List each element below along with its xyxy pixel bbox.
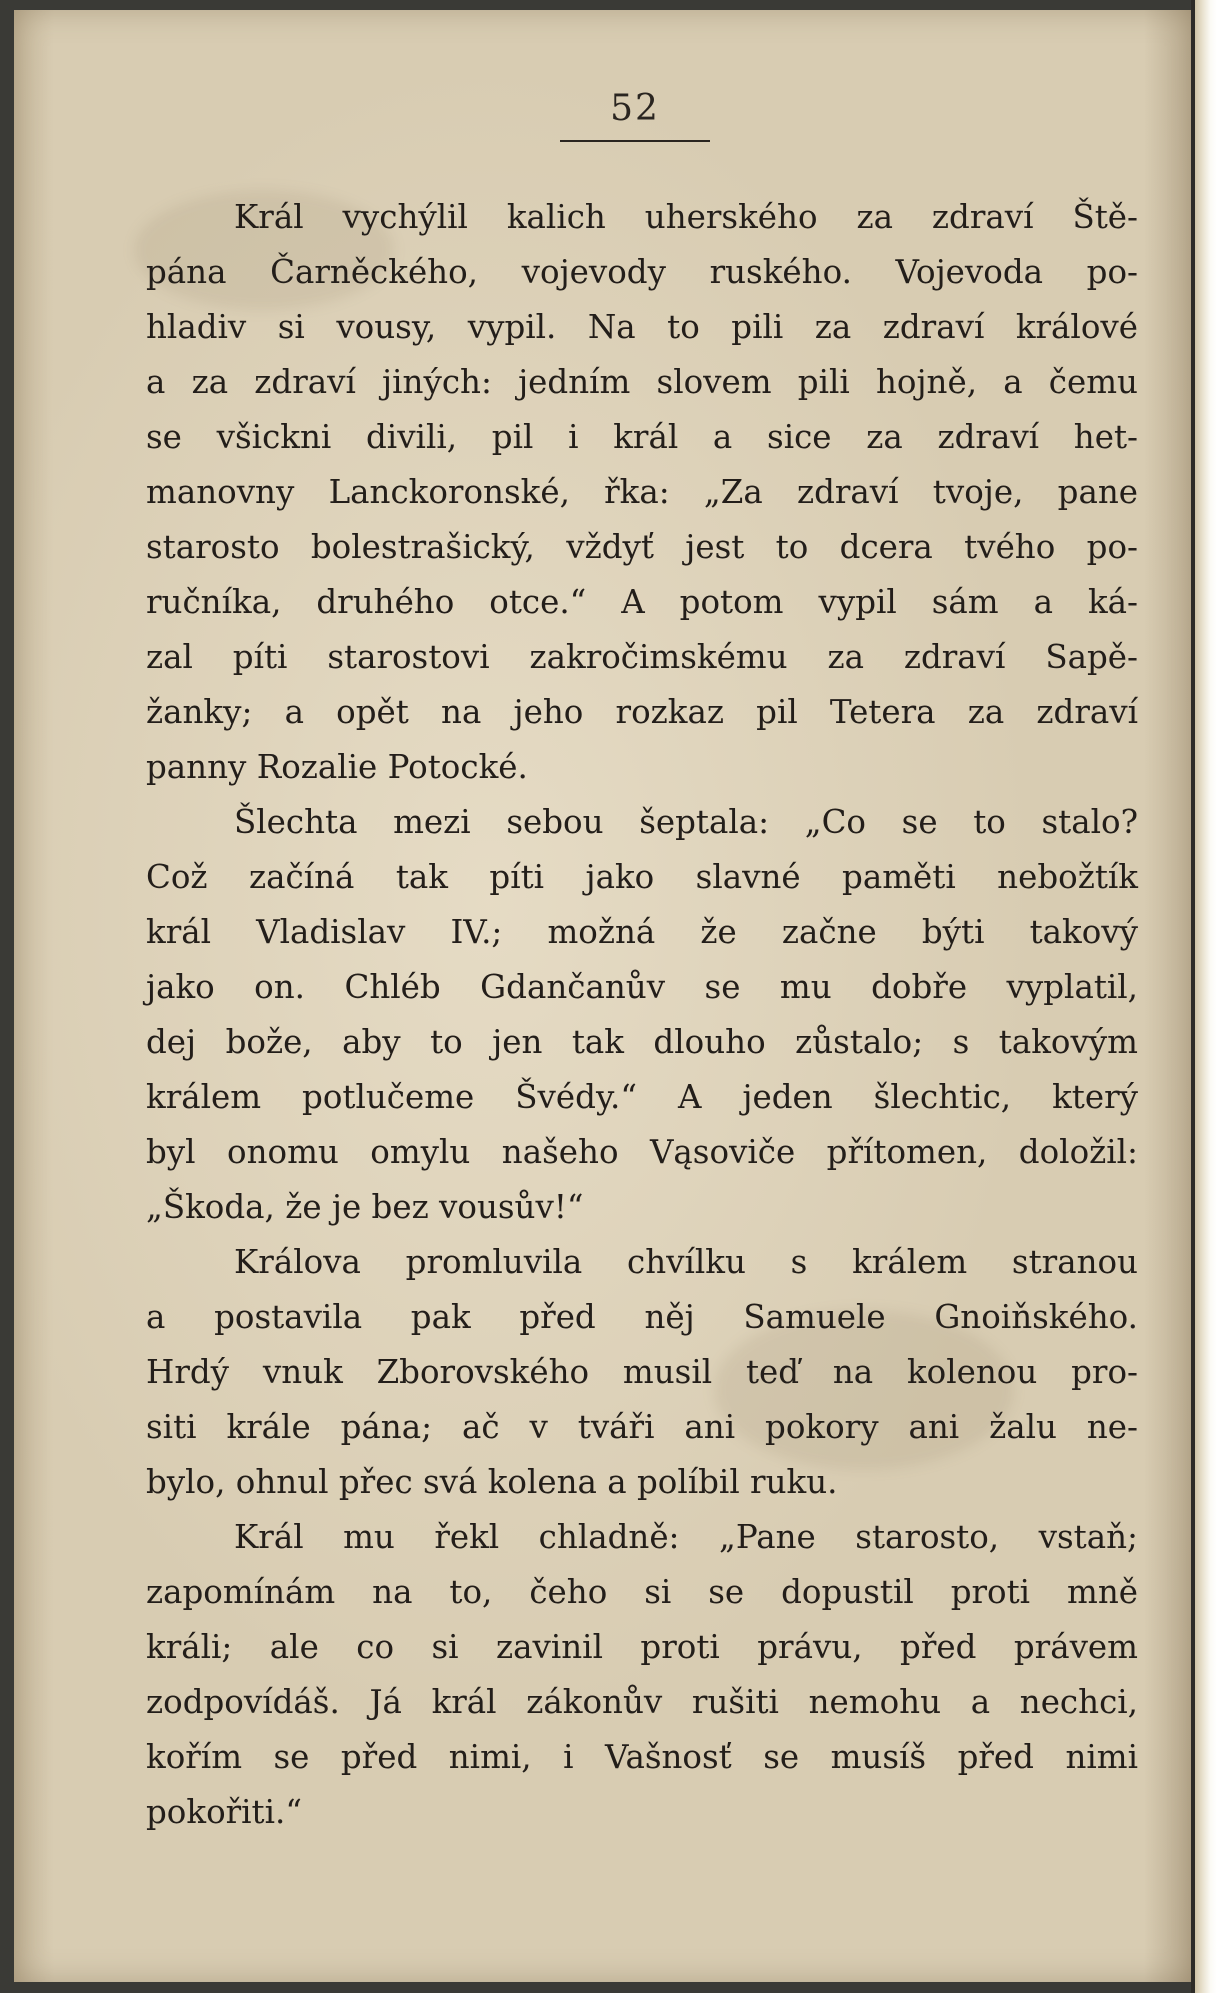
text-line: pokořiti.“	[146, 1793, 302, 1831]
text-line: hladiv si vousy, vypil. Na to pili za zdraví králové	[146, 308, 1138, 346]
text-line: pána Čarněckého, vojevody ruského. Vojevoda po-	[146, 253, 1138, 291]
text-line: Král vychýlil kalich uherského za zdraví Ště-	[234, 198, 1138, 236]
body-text	[146, 190, 1138, 1840]
book-spine-edge	[1195, 0, 1217, 1993]
text-line: se všickni divili, pil i král a sice za zdraví het-	[146, 418, 1138, 456]
text-line: byl onomu omylu našeho Vąsoviče přítomen, doložil:	[146, 1133, 1138, 1171]
text-line: starosto bolestrašický, vždyť jest to dcera tvého po-	[146, 528, 1138, 566]
text-line: jako on. Chléb Gdančanův se mu dobře vyplatil,	[146, 968, 1138, 1006]
text-line: žanky; a opět na jeho rozkaz pil Tetera za zdraví	[146, 693, 1138, 731]
text-line: zapomínám na to, čeho si se dopustil proti mně	[146, 1573, 1138, 1611]
text-line: ručníka, druhého otce.“ A potom vypil sám a ká-	[146, 583, 1138, 621]
text-line: Králova promluvila chvílku s králem stranou	[234, 1243, 1138, 1281]
text-line: zodpovídáš. Já král zákonův rušiti nemohu a nechci,	[146, 1683, 1138, 1721]
text-line: Což začíná tak píti jako slavné paměti nebožtík	[146, 858, 1138, 896]
text-line: a za zdraví jiných: jedním slovem pili hojně, a čemu	[146, 363, 1138, 401]
text-line: Král mu řekl chladně: „Pane starosto, vstaň;	[234, 1518, 1138, 1556]
text-line: siti krále pána; ač v tváři ani pokory ani žalu ne-	[146, 1408, 1138, 1446]
text-line: a postavila pak před něj Samuele Gnoiňského.	[146, 1298, 1138, 1336]
text-line: bylo, ohnul přec svá kolena a políbil ruku.	[146, 1463, 838, 1501]
text-line: dej bože, aby to jen tak dlouho zůstalo; s takovým	[146, 1023, 1138, 1061]
text-line: kořím se před nimi, i Vašnosť se musíš před nimi	[146, 1738, 1138, 1776]
text-line: králi; ale co si zavinil proti právu, před právem	[146, 1628, 1138, 1666]
text-line: panny Rozalie Potocké.	[146, 748, 528, 786]
text-line: „Škoda, že je bez vousův!“	[146, 1188, 584, 1226]
text-line: králem potlučeme Švédy.“ A jeden šlechtic, který	[146, 1078, 1138, 1116]
text-line: král Vladislav IV.; možná že začne býti takový	[146, 913, 1138, 951]
page-number: 52	[610, 88, 660, 129]
page-number-rule	[560, 140, 710, 142]
text-line: zal píti starostovi zakročimskému za zdraví Sapě-	[146, 638, 1138, 676]
text-line: manovny Lanckoronské, řka: „Za zdraví tvoje, pane	[146, 473, 1138, 511]
text-line: Hrdý vnuk Zborovského musil teď na kolenou pro-	[146, 1353, 1138, 1391]
text-line: Šlechta mezi sebou šeptala: „Co se to stalo?	[234, 803, 1138, 841]
